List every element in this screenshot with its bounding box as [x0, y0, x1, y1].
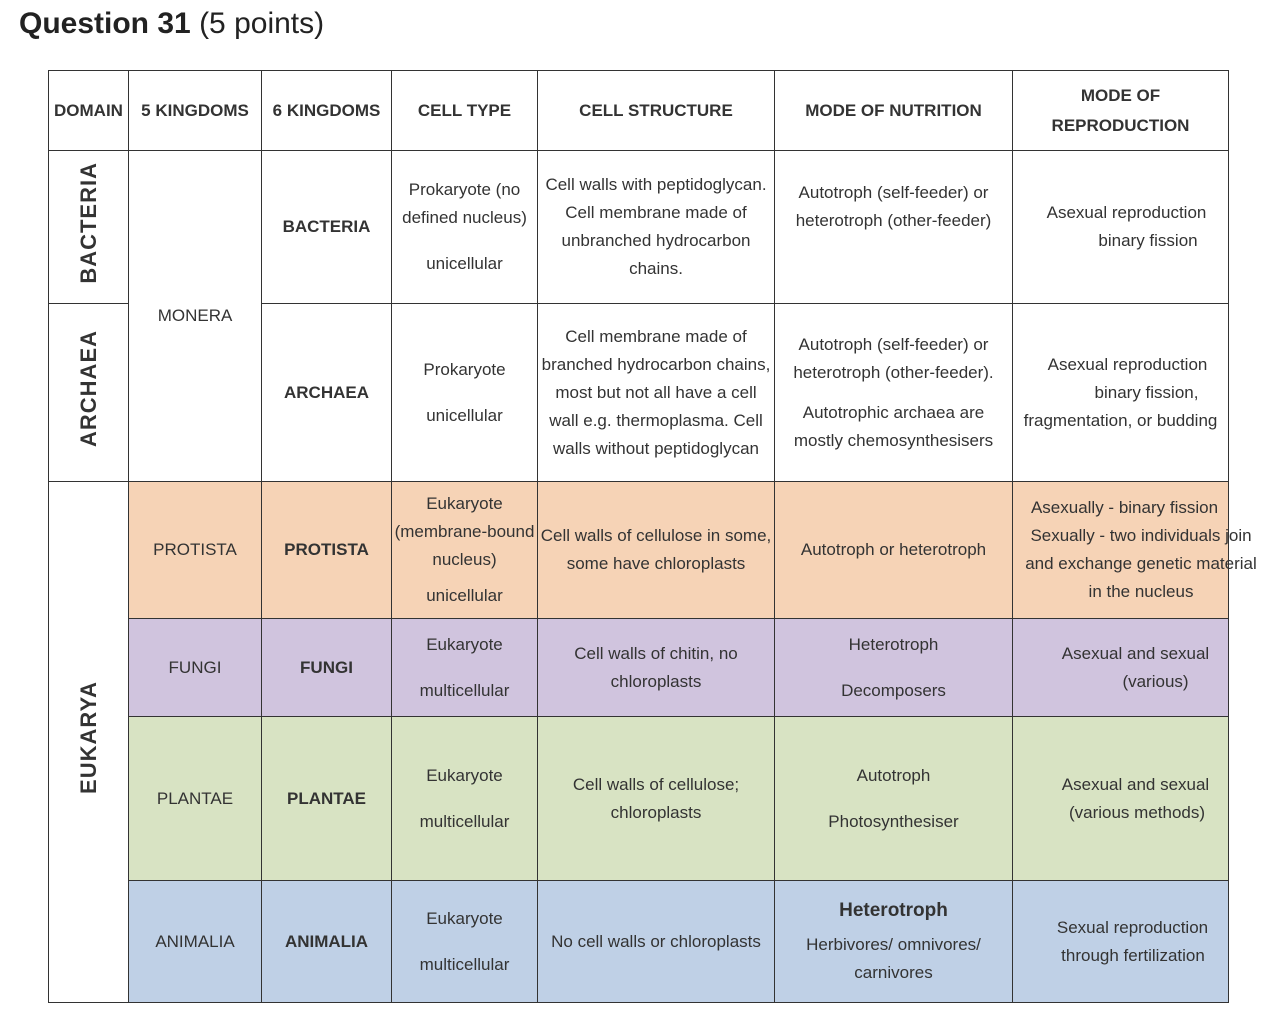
table-row	[49, 717, 1229, 881]
header-mode-of-nutrition: MODE OF NUTRITION	[775, 71, 1013, 151]
domain-cell-archaea	[49, 304, 129, 482]
reproduction-line: Sexual reproduction	[1056, 917, 1209, 937]
kingdom6-cell-fungi: FUNGI	[262, 619, 392, 717]
reproduction-plantae	[1013, 717, 1229, 881]
kingdom5-cell-plantae: PLANTAE	[129, 717, 262, 881]
cell-type-fungi	[392, 619, 538, 717]
nutrition-line: Herbivores/ omnivores/ carnivores	[806, 934, 981, 982]
nutrition-line: Photosynthesiser	[828, 811, 959, 831]
table-row	[49, 881, 1229, 1003]
reproduction-line: binary fission	[1098, 231, 1198, 250]
reproduction-line: binary fission,	[1094, 382, 1199, 402]
cell-structure-archaea: Cell membrane made of branched hydrocarbon chains, most but not all have a cell wall e.g. thermoplasma. Cell walls without peptidoglycan	[538, 304, 775, 482]
cell-type-protista	[392, 482, 538, 619]
table-row	[49, 619, 1229, 717]
cell-type-line: unicellular	[426, 405, 503, 425]
question-label: Question 31	[19, 7, 191, 40]
nutrition-line: Heterotroph	[839, 899, 948, 921]
header-5-kingdoms: 5 KINGDOMS	[129, 71, 262, 151]
nutrition-line: Autotroph	[856, 765, 931, 785]
nutrition-line: Autotroph or heterotroph	[800, 540, 987, 559]
reproduction-fungi	[1013, 619, 1229, 717]
cell-type-line: Eukaryote	[426, 634, 503, 654]
question-points: (5 points)	[199, 7, 325, 40]
reproduction-protista	[1013, 482, 1257, 619]
table-row	[49, 482, 1229, 619]
kingdom5-cell-fungi: FUNGI	[129, 619, 262, 717]
cell-structure-plantae: Cell walls of cellulose; chloroplasts	[538, 717, 775, 881]
domain-label-bacteria: BACTERIA	[75, 161, 101, 284]
kingdom6-cell-animalia: ANIMALIA	[262, 881, 392, 1003]
cell-type-line: Prokaryote (no defined nucleus)	[402, 180, 527, 227]
reproduction-line: Sexually - two individuals join and exchange genetic material in the nucleus	[1025, 526, 1257, 601]
nutrition-line: Heterotroph	[848, 634, 939, 654]
kingdoms-table	[48, 70, 1257, 1003]
nutrition-bacteria	[775, 151, 1013, 304]
domain-cell-bacteria	[49, 151, 129, 304]
kingdom5-cell-animalia: ANIMALIA	[129, 881, 262, 1003]
cell-type-line: unicellular	[426, 586, 503, 605]
cell-type-line: Prokaryote	[423, 359, 506, 379]
nutrition-line: Autotroph (self-feeder) or heterotroph (other-feeder)	[795, 183, 992, 230]
question-title	[19, 4, 324, 44]
cell-type-line: unicellular	[426, 254, 503, 273]
nutrition-animalia	[775, 881, 1013, 1003]
cell-type-line: Eukaryote (membrane-bound nucleus)	[394, 494, 535, 569]
cell-type-archaea	[392, 304, 538, 482]
reproduction-line: Asexual reproduction	[1046, 203, 1207, 222]
cell-structure-animalia: No cell walls or chloroplasts	[538, 881, 775, 1003]
cell-structure-bacteria: Cell walls with peptidoglycan. Cell membrane made of unbranched hydrocarbon chains.	[538, 151, 775, 304]
cell-structure-fungi: Cell walls of chitin, no chloroplasts	[538, 619, 775, 717]
reproduction-line: (various methods)	[1068, 802, 1206, 822]
cell-type-animalia	[392, 881, 538, 1003]
nutrition-line: Decomposers	[841, 680, 946, 700]
kingdom6-cell-plantae: PLANTAE	[262, 717, 392, 881]
reproduction-archaea	[1013, 304, 1229, 482]
domain-label-eukarya: EUKARYA	[75, 681, 101, 794]
nutrition-fungi	[775, 619, 1013, 717]
kingdom6-cell-archaea: ARCHAEA	[262, 304, 392, 482]
header-cell-structure: CELL STRUCTURE	[538, 71, 775, 151]
domain-label-archaea: ARCHAEA	[75, 329, 101, 447]
nutrition-line: Autotrophic archaea are mostly chemosynthesisers	[793, 402, 994, 450]
kingdom5-cell-protista: PROTISTA	[129, 482, 262, 619]
nutrition-protista	[775, 482, 1013, 619]
reproduction-line: Asexual reproduction	[1047, 354, 1208, 374]
header-mode-of-reproduction: MODE OF REPRODUCTION	[1013, 71, 1229, 151]
nutrition-archaea	[775, 304, 1013, 482]
cell-type-line: multicellular	[419, 680, 510, 700]
cell-type-bacteria	[392, 151, 538, 304]
header-row	[49, 71, 1229, 151]
reproduction-animalia	[1013, 881, 1229, 1003]
table-row	[49, 151, 1229, 304]
header-cell-type: CELL TYPE	[392, 71, 538, 151]
kingdom6-cell-protista: PROTISTA	[262, 482, 392, 619]
kingdoms-table-container	[48, 70, 1257, 1005]
cell-type-line: Eukaryote	[426, 765, 503, 785]
cell-type-line: multicellular	[419, 954, 510, 974]
reproduction-line: Asexual and sexual	[1061, 774, 1210, 794]
kingdom6-cell-bacteria: BACTERIA	[262, 151, 392, 304]
cell-type-plantae	[392, 717, 538, 881]
cell-structure-protista: Cell walls of cellulose in some, some have chloroplasts	[538, 482, 775, 619]
reproduction-line: through fertilization	[1061, 945, 1205, 965]
nutrition-line: Autotroph (self-feeder) or heterotroph (other-feeder).	[793, 334, 994, 382]
nutrition-plantae	[775, 717, 1013, 881]
domain-cell-eukarya	[49, 482, 129, 1003]
reproduction-bacteria	[1013, 151, 1229, 304]
cell-type-line: Eukaryote	[426, 908, 503, 928]
header-6-kingdoms: 6 KINGDOMS	[262, 71, 392, 151]
reproduction-line: (various)	[1122, 671, 1189, 691]
cell-type-line: multicellular	[419, 811, 510, 831]
kingdom5-cell-monera: MONERA	[129, 151, 262, 482]
reproduction-line: fragmentation, or budding	[1023, 410, 1218, 430]
header-domain: DOMAIN	[49, 71, 129, 151]
reproduction-line: Asexual and sexual	[1061, 643, 1210, 663]
reproduction-line: Asexually - binary fission	[1030, 498, 1219, 517]
